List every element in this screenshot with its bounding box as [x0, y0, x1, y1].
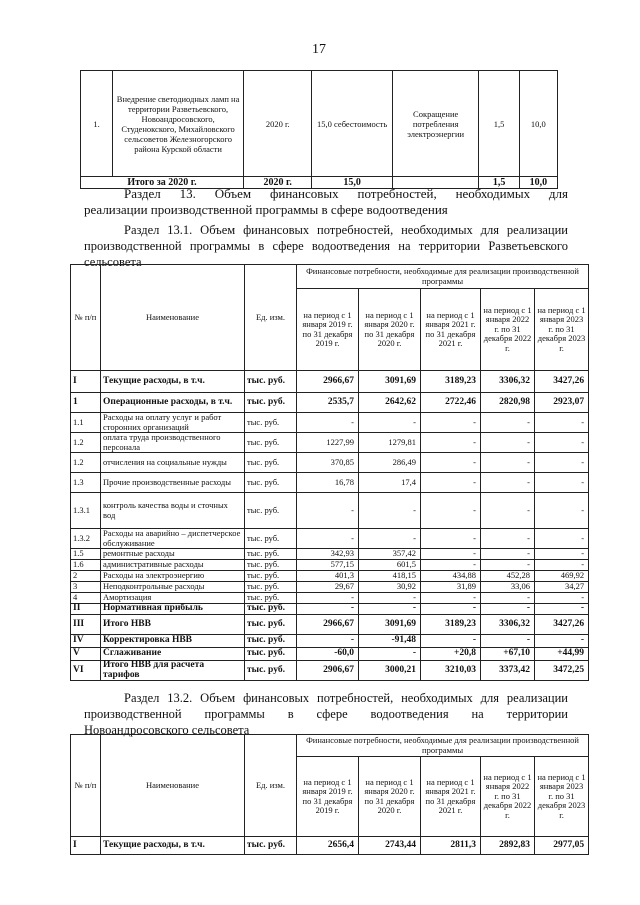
row-number: 1.3: [71, 473, 101, 493]
row-value: -: [481, 453, 535, 473]
row-value: 3427,26: [535, 371, 589, 393]
row-value: 3000,21: [359, 661, 421, 681]
section-13-1-heading: Раздел 13.1. Объем финансовых потребностей, необходимых для реализации производственной программы в сфере водоотведения на территории Разветьевского сельсовета: [84, 223, 568, 269]
row-unit: тыс. руб.: [245, 571, 297, 582]
measures-table: [80, 70, 558, 189]
row-value: 29,67: [297, 582, 359, 593]
table-row: [71, 560, 589, 571]
table-row: [71, 837, 589, 855]
row-value: -: [421, 473, 481, 493]
row-name: оплата труда производственного персонала: [101, 433, 245, 453]
row-number: 1.3.2: [71, 529, 101, 549]
row-name: Операционные расходы, в т.ч.: [101, 393, 245, 413]
row-name: Текущие расходы, в т.ч.: [101, 371, 245, 393]
header-group: Финансовые потребности, необходимые для реализации производственной программы: [297, 735, 589, 757]
row-value: -: [359, 648, 421, 661]
header-period: на период с 1 января 2023 г. по 31 декабря 2023 г.: [535, 289, 589, 371]
row-name: отчисления на социальные нужды: [101, 453, 245, 473]
row-number: 1.1: [71, 413, 101, 433]
finance-table-razvetievsky: [70, 264, 589, 681]
row-value: 357,42: [359, 549, 421, 560]
header-unit: Ед. изм.: [245, 265, 297, 371]
row-unit: тыс. руб.: [245, 453, 297, 473]
row-value: -: [359, 593, 421, 604]
header-period: на период с 1 января 2021 г. по 31 декабря 2021 г.: [421, 289, 481, 371]
row-unit: тыс. руб.: [245, 604, 297, 615]
row-value: -: [535, 604, 589, 615]
row-value: -: [421, 549, 481, 560]
row-value: -: [297, 604, 359, 615]
row-unit: тыс. руб.: [245, 593, 297, 604]
row-value: 2892,83: [481, 837, 535, 855]
row-value: -: [535, 473, 589, 493]
row-value: -: [359, 413, 421, 433]
row-value: -: [481, 413, 535, 433]
row-name: Текущие расходы, в т.ч.: [101, 837, 245, 855]
row-value: 2642,62: [359, 393, 421, 413]
row-unit: тыс. руб.: [245, 615, 297, 635]
row-name: Сглаживание: [101, 648, 245, 661]
table-row: [71, 604, 589, 615]
row-value: 31,89: [421, 582, 481, 593]
row-value: 601,5: [359, 560, 421, 571]
table-row: [71, 571, 589, 582]
row-value: 3189,23: [421, 371, 481, 393]
table-row: [71, 593, 589, 604]
row-value: 3306,32: [481, 615, 535, 635]
row-value: 2966,67: [297, 371, 359, 393]
row-value: -: [481, 635, 535, 648]
row-number: IV: [71, 635, 101, 648]
row-value: -: [421, 453, 481, 473]
row-value: 401,3: [297, 571, 359, 582]
row-value: 2722,46: [421, 393, 481, 413]
row-value: 3091,69: [359, 615, 421, 635]
row-value: -: [297, 493, 359, 529]
row-value: 2535,7: [297, 393, 359, 413]
row-value: -: [421, 560, 481, 571]
row-value: -: [535, 433, 589, 453]
row-value: 2977,05: [535, 837, 589, 855]
row-value: 17,4: [359, 473, 421, 493]
row-unit: тыс. руб.: [245, 393, 297, 413]
row-number: 1.2: [71, 433, 101, 453]
table-row: [71, 453, 589, 473]
measure-value-1: 1,5: [479, 71, 519, 177]
row-value: -: [481, 593, 535, 604]
row-value: -: [481, 529, 535, 549]
row-name: Прочие производственные расходы: [101, 473, 245, 493]
table-row: [71, 529, 589, 549]
row-value: 2906,67: [297, 661, 359, 681]
row-value: 30,92: [359, 582, 421, 593]
table-row: [71, 582, 589, 593]
row-value: -: [359, 493, 421, 529]
row-name: Расходы на аварийно – диспетчерское обслуживание: [101, 529, 245, 549]
row-value: -: [481, 493, 535, 529]
table-row: [71, 393, 589, 413]
row-number: VI: [71, 661, 101, 681]
header-period: на период с 1 января 2020 г. по 31 декабря 2020 г.: [359, 289, 421, 371]
row-unit: тыс. руб.: [245, 837, 297, 855]
row-value: -: [535, 549, 589, 560]
row-value: +67,10: [481, 648, 535, 661]
table-row: [71, 473, 589, 493]
row-unit: тыс. руб.: [245, 529, 297, 549]
row-unit: тыс. руб.: [245, 371, 297, 393]
row-unit: тыс. руб.: [245, 473, 297, 493]
measure-value-2: 10,0: [519, 71, 557, 177]
row-value: -: [297, 593, 359, 604]
header-period: на период с 1 января 2019 г. по 31 декабря 2019 г.: [297, 757, 359, 837]
row-unit: тыс. руб.: [245, 413, 297, 433]
measure-name: Внедрение светодиодных ламп на территории Разветьевского, Новоандросовского, Студенокского, Михайловского сельсоветов Железногорского района Курской области: [113, 71, 244, 177]
row-name: контроль качества воды и сточных вод: [101, 493, 245, 529]
measure-year: 2020 г.: [244, 71, 312, 177]
total-cost: 15,0: [312, 177, 393, 189]
row-name: Итого НВВ для расчета тарифов: [101, 661, 245, 681]
row-number: 1: [71, 393, 101, 413]
row-value: -: [535, 493, 589, 529]
row-value: 3210,03: [421, 661, 481, 681]
row-value: 16,78: [297, 473, 359, 493]
page-number: 17: [312, 42, 326, 57]
row-value: 2811,3: [421, 837, 481, 855]
row-value: -: [535, 593, 589, 604]
row-value: -: [421, 413, 481, 433]
table-row: [71, 371, 589, 393]
row-value: -91,48: [359, 635, 421, 648]
row-value: -: [535, 529, 589, 549]
header-group: Финансовые потребности, необходимые для реализации производственной программы: [297, 265, 589, 289]
row-value: -: [535, 453, 589, 473]
row-number: 2: [71, 571, 101, 582]
row-name: Расходы на оплату услуг и работ сторонних организаций: [101, 413, 245, 433]
row-value: 2656,4: [297, 837, 359, 855]
row-value: -: [359, 529, 421, 549]
total-value-2: 10,0: [519, 177, 557, 189]
row-number: 1.2: [71, 453, 101, 473]
row-value: 2820,98: [481, 393, 535, 413]
row-unit: тыс. руб.: [245, 648, 297, 661]
row-value: -60,0: [297, 648, 359, 661]
row-value: 3373,42: [481, 661, 535, 681]
table-row: [71, 615, 589, 635]
row-value: -: [535, 635, 589, 648]
row-value: +44,99: [535, 648, 589, 661]
row-value: -: [535, 560, 589, 571]
row-value: 3189,23: [421, 615, 481, 635]
row-value: 469,92: [535, 571, 589, 582]
row-value: -: [297, 635, 359, 648]
row-number: I: [71, 837, 101, 855]
row-value: -: [481, 604, 535, 615]
row-value: -: [297, 529, 359, 549]
row-number: 1.6: [71, 560, 101, 571]
row-value: 3091,69: [359, 371, 421, 393]
finance-table-novoandrosovsky: [70, 734, 589, 855]
table-row: [71, 549, 589, 560]
row-name: Амортизация: [101, 593, 245, 604]
row-value: 3427,26: [535, 615, 589, 635]
table-row: [71, 648, 589, 661]
row-value: -: [481, 473, 535, 493]
row-number: III: [71, 615, 101, 635]
section-13-2-heading: Раздел 13.2. Объем финансовых потребностей, необходимых для реализации производственной программы в сфере водоотведения на территории Новоандросовского сельсовета: [84, 691, 568, 737]
row-name: Корректировка НВВ: [101, 635, 245, 648]
row-value: 434,88: [421, 571, 481, 582]
total-year: 2020 г.: [244, 177, 312, 189]
measure-cost: 15,0 себестоимость: [312, 71, 393, 177]
row-value: -: [481, 549, 535, 560]
total-label: Итого за 2020 г.: [81, 177, 244, 189]
row-value: 2966,67: [297, 615, 359, 635]
row-name: Итого НВВ: [101, 615, 245, 635]
row-value: -: [421, 593, 481, 604]
table-row: [81, 71, 558, 177]
row-name: Неподконтрольные расходы: [101, 582, 245, 593]
header-unit: Ед. изм.: [245, 735, 297, 837]
row-name: ремонтные расходы: [101, 549, 245, 560]
row-number: II: [71, 604, 101, 615]
row-value: 3306,32: [481, 371, 535, 393]
row-value: -: [421, 529, 481, 549]
header-period: на период с 1 января 2021 г. по 31 декабря 2021 г.: [421, 757, 481, 837]
table-row: [71, 661, 589, 681]
row-name: Расходы на электроэнергию: [101, 571, 245, 582]
header-number: № п/п: [71, 265, 101, 371]
row-value: 286,49: [359, 453, 421, 473]
row-value: 3472,25: [535, 661, 589, 681]
row-name: Нормативная прибыль: [101, 604, 245, 615]
header-period: на период с 1 января 2022 г. по 31 декабря 2022 г.: [481, 289, 535, 371]
row-unit: тыс. руб.: [245, 493, 297, 529]
row-value: 2743,44: [359, 837, 421, 855]
row-value: -: [481, 433, 535, 453]
header-number: № п/п: [71, 735, 101, 837]
row-value: 1279,81: [359, 433, 421, 453]
total-value-1: 1,5: [479, 177, 519, 189]
row-value: -: [421, 604, 481, 615]
row-number: 1.: [81, 71, 113, 177]
row-value: -: [421, 635, 481, 648]
row-value: -: [421, 433, 481, 453]
row-unit: тыс. руб.: [245, 433, 297, 453]
row-value: 452,28: [481, 571, 535, 582]
header-period: на период с 1 января 2023 г. по 31 декабря 2023 г.: [535, 757, 589, 837]
header-name: Наименование: [101, 265, 245, 371]
row-value: 370,85: [297, 453, 359, 473]
row-unit: тыс. руб.: [245, 661, 297, 681]
row-number: I: [71, 371, 101, 393]
row-value: -: [481, 560, 535, 571]
header-period: на период с 1 января 2020 г. по 31 декабря 2020 г.: [359, 757, 421, 837]
row-value: 577,15: [297, 560, 359, 571]
header-period: на период с 1 января 2022 г. по 31 декабря 2022 г.: [481, 757, 535, 837]
header-period: на период с 1 января 2019 г. по 31 декабря 2019 г.: [297, 289, 359, 371]
row-unit: тыс. руб.: [245, 549, 297, 560]
row-number: 1.5: [71, 549, 101, 560]
row-number: V: [71, 648, 101, 661]
row-value: 34,27: [535, 582, 589, 593]
row-value: -: [359, 604, 421, 615]
row-value: -: [421, 493, 481, 529]
row-number: 3: [71, 582, 101, 593]
table-row: [71, 433, 589, 453]
row-number: 4: [71, 593, 101, 604]
row-value: +20,8: [421, 648, 481, 661]
row-value: 342,93: [297, 549, 359, 560]
row-unit: тыс. руб.: [245, 635, 297, 648]
row-unit: тыс. руб.: [245, 582, 297, 593]
row-name: административные расходы: [101, 560, 245, 571]
measure-effect: Сокращение потребления электроэнергии: [392, 71, 479, 177]
row-value: 2923,07: [535, 393, 589, 413]
section-13-heading: Раздел 13. Объем финансовых потребностей, необходимых для реализации производственной программы в сфере водоотведения: [84, 186, 568, 217]
row-value: 1227,99: [297, 433, 359, 453]
table-row: [71, 413, 589, 433]
row-unit: тыс. руб.: [245, 560, 297, 571]
row-value: 418,15: [359, 571, 421, 582]
table-row: [71, 635, 589, 648]
header-name: Наименование: [101, 735, 245, 837]
row-value: -: [535, 413, 589, 433]
row-value: 33,06: [481, 582, 535, 593]
table-row: [71, 493, 589, 529]
row-number: 1.3.1: [71, 493, 101, 529]
row-value: -: [297, 413, 359, 433]
